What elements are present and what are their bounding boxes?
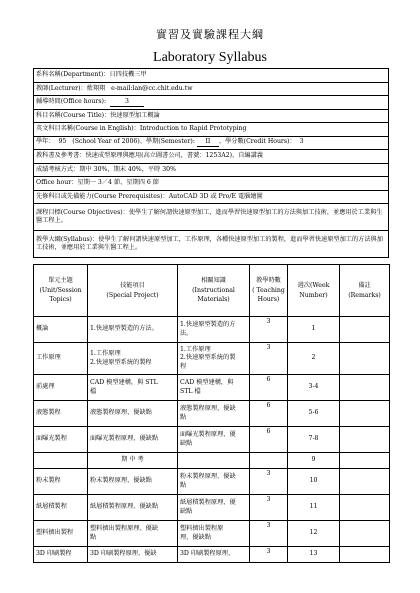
header-project: 技能項目 (Special Project) <box>88 265 178 317</box>
info-row-objectives <box>34 204 389 231</box>
objectives-label: 課程目標(Course Objectives)： <box>36 208 129 216</box>
semester-value: II <box>197 138 219 147</box>
office-hours-value: 3 <box>110 98 144 107</box>
remarks-cell <box>340 317 390 343</box>
table-row <box>34 495 390 521</box>
lecturer-value: 藍翔翔 <box>86 84 106 92</box>
hours-cell <box>250 453 288 469</box>
course-title-label: 科目名稱(Course Title)： <box>36 111 111 119</box>
week-cell: 12 <box>288 521 340 547</box>
credit-label: 、學分數(Credit Hours)： <box>218 138 296 146</box>
remarks-cell <box>340 427 390 453</box>
unit-cell: 塑料擠出製程 <box>34 521 88 547</box>
unit-cell <box>34 453 88 469</box>
table-row <box>34 427 390 453</box>
info-row-course-title <box>34 109 389 123</box>
textbook-value: 快速成型原理與應用(高立圖書公司，書號：1253A2)、自編講義 <box>85 152 263 160</box>
materials-cell: 1.工作原理 2.快速原型系統的製 程 <box>178 343 250 375</box>
objectives-value: 使學生了解何謂快速原型加工，進而學習快速原型加工的方法與加工技術，並應用於工業與生醫工程上。 <box>36 208 383 224</box>
hours-cell: 3 <box>250 495 288 521</box>
unit-cell: 3D 印刷製程 <box>34 547 88 563</box>
remarks-cell <box>340 521 390 547</box>
header-week: 週次(Week Number) <box>288 265 340 317</box>
unit-cell: 液態製程 <box>34 401 88 427</box>
materials-cell: 1.快速原型製造的方 法。 <box>178 317 250 343</box>
hours-cell: 3 <box>250 317 288 343</box>
materials-cell <box>178 453 250 469</box>
unit-cell: 工作原理 <box>34 343 88 375</box>
table-row <box>34 521 390 547</box>
unit-cell: 前處理 <box>34 375 88 401</box>
info-row-syllabus <box>34 231 389 258</box>
hours-cell: 6 <box>250 427 288 453</box>
header-materials: 相關知識 (Instructional Materials) <box>178 265 250 317</box>
project-cell: 1.快速原型製造的方法。 <box>88 317 178 343</box>
info-row-textbook <box>34 150 389 164</box>
prereq-value: AutoCAD 3D 或 Pro/E 電腦繪圖 <box>168 192 263 200</box>
remarks-cell <box>340 469 390 495</box>
school-year-text: (School Year of 2006)、學期(Semester): <box>72 138 195 146</box>
grading-value: 期中 30%，期末 40%，平時 30% <box>79 165 176 173</box>
course-english-label: 英文科目名稱(Course in English)： <box>36 125 140 133</box>
table-row <box>34 547 390 563</box>
prereq-label: 先修科目或先備能力(Course Prerequisites)： <box>36 192 169 200</box>
department-label: 系科名稱(Department)： <box>36 71 110 79</box>
remarks-cell <box>340 343 390 375</box>
project-cell: 紙層積製程原理、優缺點 <box>88 495 178 521</box>
schedule-table <box>33 264 390 563</box>
week-cell: 11 <box>288 495 340 521</box>
info-row-prerequisites <box>34 190 389 204</box>
hours-cell: 3 <box>250 547 288 563</box>
remarks-cell <box>340 547 390 563</box>
materials-cell: 粉末製程原理、優缺 點 <box>178 469 250 495</box>
unit-cell: 粉末製程 <box>34 469 88 495</box>
info-row-lecturer <box>34 82 389 96</box>
project-cell: 面曝光製程原理、優缺點 <box>88 427 178 453</box>
course-info-table <box>33 68 389 258</box>
project-cell: 1.工作原理 2.快速原型系統的製程 <box>88 343 178 375</box>
syllabus-label: 教學大綱(Syllabus)： <box>36 235 99 243</box>
header-remarks: 備註 (Remarks) <box>340 265 390 317</box>
textbook-label: 教科書及參考書： <box>36 152 86 160</box>
hours-cell: 3 <box>250 521 288 547</box>
week-cell: 1 <box>288 317 340 343</box>
week-cell: 7-8 <box>288 427 340 453</box>
info-row-grading <box>34 163 389 177</box>
unit-cell: 紙層積製程 <box>34 495 88 521</box>
schedule-body <box>34 317 390 563</box>
syllabus-value: 使學生了解何謂快速原型加工，工作原理，各種快速原型加工的製程，進而學習快速原型加工的方法與加工技術，並應用於工業與生醫工程上。 <box>36 235 383 251</box>
unit-cell: 概論 <box>34 317 88 343</box>
info-row-office-hour <box>34 177 389 191</box>
hours-cell: 6 <box>250 375 288 401</box>
table-row <box>34 401 390 427</box>
project-cell: 粉末製程原理、優缺點 <box>88 469 178 495</box>
credit-value: 3 <box>299 138 304 146</box>
week-cell: 10 <box>288 469 340 495</box>
hours-cell: 3 <box>250 343 288 375</box>
week-cell: 5-6 <box>288 401 340 427</box>
hours-cell: 3 <box>250 469 288 495</box>
project-cell: 期 中 考 <box>88 453 178 469</box>
year-label: 學年： <box>36 138 55 146</box>
info-row-course-english <box>34 123 389 137</box>
lecturer-label: 教師(Lecturer)： <box>36 84 87 92</box>
table-row <box>34 375 390 401</box>
hours-cell: 6 <box>250 401 288 427</box>
remarks-cell <box>340 453 390 469</box>
email-value: lan@cc.chit.edu.tw <box>132 84 193 92</box>
project-cell: 塑料擠出製程原理、優缺 點 <box>88 521 178 547</box>
department-value: 日四技機三甲 <box>109 71 147 79</box>
course-english-value: Introduction to Rapid Prototyping <box>139 125 247 133</box>
remarks-cell <box>340 375 390 401</box>
unit-cell: 面曝光製程 <box>34 427 88 453</box>
week-cell: 3-4 <box>288 375 340 401</box>
materials-cell: 紙層積製程原理、優 缺點 <box>178 495 250 521</box>
office-hour-label: Office hour： <box>36 179 78 187</box>
info-row-department <box>34 69 389 83</box>
page-title-chinese: 實習及實驗課程大綱 <box>156 28 264 41</box>
course-title-value: 快速原型加工概論 <box>110 111 160 119</box>
schedule-header-row <box>34 265 390 317</box>
project-cell: CAD 模型建構，與 STL 檔 <box>88 375 178 401</box>
table-row <box>34 469 390 495</box>
week-cell: 2 <box>288 343 340 375</box>
info-row-year <box>34 136 389 150</box>
email-label: e-mail: <box>111 84 133 92</box>
materials-cell: 液態製程原理、優缺 點 <box>178 401 250 427</box>
materials-cell: CAD 模型建構，與 STL 檔 <box>178 375 250 401</box>
header-unit: 單元主題 (Unit/Session Topics) <box>34 265 88 317</box>
table-row <box>34 317 390 343</box>
project-cell: 3D 印刷製程原理、優缺 <box>88 547 178 563</box>
remarks-cell <box>340 495 390 521</box>
page-title-english: Laboratory Syllabus <box>153 50 267 65</box>
header-hours: 教學時數 ( Teaching Hours) <box>250 265 288 317</box>
week-cell: 9 <box>288 453 340 469</box>
materials-cell: 塑料擠出製程原 理、優缺點 <box>178 521 250 547</box>
office-hour-value: 星期一 3／4 節、星期四 6 節 <box>77 179 159 187</box>
week-cell: 13 <box>288 547 340 563</box>
project-cell: 液態製程原理、優缺點 <box>88 401 178 427</box>
materials-cell: 面曝光製程原理、優 缺點 <box>178 427 250 453</box>
year-value: 95 <box>58 138 67 146</box>
grading-label: 成績考核方式： <box>36 165 80 173</box>
office-hours-label: 輔導時間(Office hours): <box>36 97 107 105</box>
materials-cell: 3D 印刷製程原理、 <box>178 547 250 563</box>
table-row <box>34 343 390 375</box>
info-row-office-hours <box>34 96 389 110</box>
remarks-cell <box>340 401 390 427</box>
table-row <box>34 453 390 469</box>
